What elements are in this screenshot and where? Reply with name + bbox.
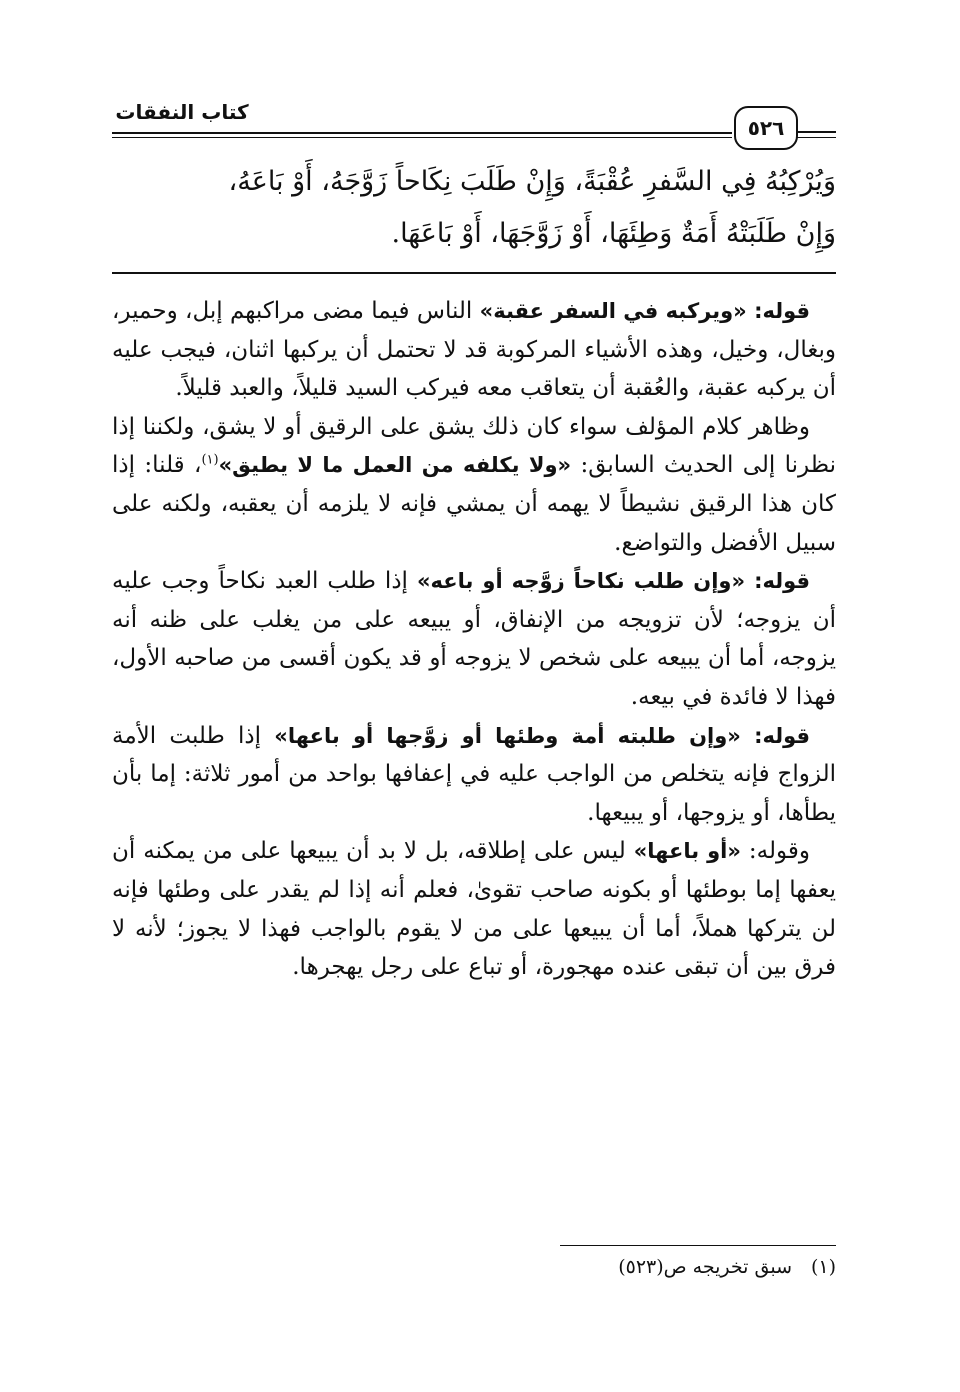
commentary-body [112, 292, 836, 987]
paragraph-text: الناس فيما مضى مراكبهم إبل، وحمير، وبغال، وخيل، وهذه الأشياء المركوبة قد لا تحتمل أن يركبها اثنان، فيجب عليه أن يركبه عقبة، والعُقبة أن يتعاقب معه فيركب السيد قليلاً، والعبد قليلاً. [112, 298, 836, 402]
qawluh-label: قوله: [754, 723, 811, 748]
footnote-separator [560, 1245, 836, 1246]
footnote [112, 1252, 836, 1282]
paragraph-text: إذا طلب العبد نكاحاً وجب عليه أن يزوجه؛ لأن تزويجه من الإنفاق، أو يبيعه على من يغلب على ظنه أنه يزوجه، أما أن يبيعه على شخص لا يزوجه أو قد يكون أقسى من صاحبه الأول، فهذا لا فائدة في بيعه. [112, 568, 836, 710]
header-rule-right-thin [796, 137, 836, 138]
quoted-matn: «ويركبه في السفر عقبة» [479, 299, 747, 323]
paragraph-text: وظاهر كلام المؤلف سواء كان ذلك يشق على الرقيق أو لا يشق، ولكننا إذا نظرنا إلى الحديث السابق: [112, 413, 836, 479]
qawluh-label: قوله: [754, 569, 810, 594]
footnote-number: (١) [810, 1256, 836, 1278]
header-rule [112, 132, 732, 134]
quoted-matn: «وإن طلب نكاحاً زوَّجه أو باعه» [416, 569, 746, 594]
matn-separator [112, 272, 836, 274]
footnote-ref[interactable]: (١) [201, 452, 219, 468]
paragraph [112, 832, 836, 986]
paragraph-text: ليس على إطلاقه، بل لا بد أن يبيعها على من يمكنه أن يعفها إما بوطئها أو بكونه صاحب تقوىٰ، فعلم أنه إذا لم يقدر على وطئها فإنه لن يتركها هملاً، أما أن يبيعها على من لا يقوم بالواجب فهذا لا يجوز؛ لأنه لا فرق بين أن تبقى عنده مهجورة، أو تباع على رجل يهجرها. [112, 838, 836, 981]
paragraph [112, 292, 836, 408]
qawluh-label: قوله: [754, 299, 811, 323]
footnote-text: سبق تخريجه ص(٥٢٣) [618, 1256, 792, 1278]
paragraph [112, 562, 836, 716]
paragraph [112, 408, 836, 562]
quoted-matn: «أو باعها» [633, 839, 741, 864]
paragraph-text: وقوله: [740, 838, 810, 865]
page-number: ٥٢٦ [734, 106, 798, 150]
paragraph-text: ، قلنا: إذا كان هذا الرقيق نشيطاً لا يهمه أن يمشي فإنه لا يلزمه أن يعقبه، ولكنه على سبيل الأفضل والتواضع. [112, 452, 836, 556]
paragraph [112, 717, 836, 833]
matn-line: وَيُرْكِبُهُ فِي السَّفرِ عُقْبَةً، وَإِنْ طَلَبَ نِكَاحاً زَوَّجَهُ، أَوْ بَاعَهُ، [228, 166, 836, 197]
header-rule-thin [112, 137, 732, 138]
running-header-title: كتاب النفقات [115, 100, 249, 124]
quoted-hadith: «ولا يكلفه من العمل ما لا يطيق» [218, 453, 572, 478]
paragraph-text: إذا طلبت الأمة الزواج فإنه يتخلص من الواجب عليه في إعفافها بواحد من أمور ثلاثة: إما بأن يطأها، أو يزوجها، أو يبيعها. [112, 722, 836, 826]
header-rule-right [796, 131, 836, 133]
matn-text [112, 156, 836, 260]
quoted-matn: «وإن طلبته أمة وطئها أو زوَّجها أو باعها» [274, 723, 741, 748]
matn-line: وَإِنْ طَلَبَتْهُ أَمَةٌ وَطِئَهَا، أَوْ زَوَّجَهَا، أَوْ بَاعَهَا. [391, 218, 836, 249]
